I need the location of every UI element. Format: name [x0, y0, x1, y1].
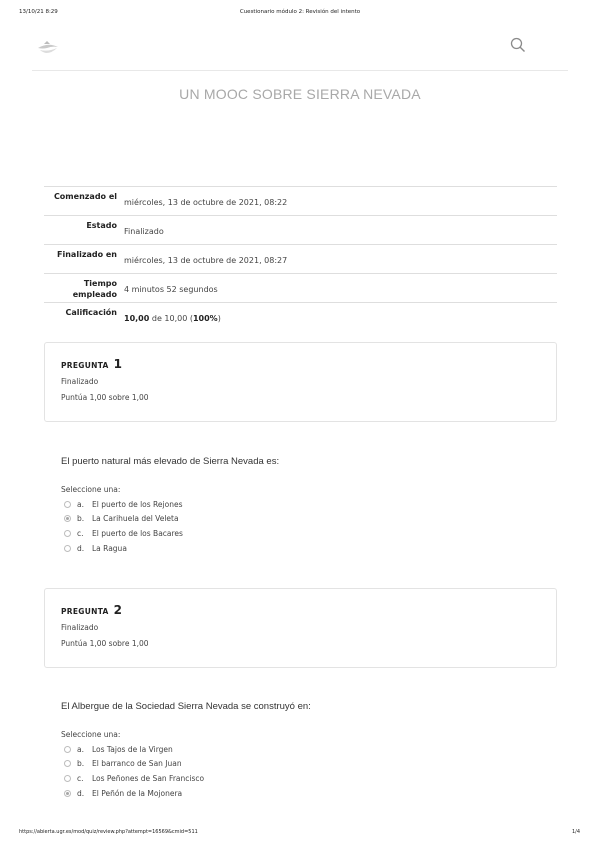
grade-percent: 100%: [192, 314, 218, 323]
radio-button-checked[interactable]: [64, 790, 71, 797]
print-date: 13/10/21 8:29: [19, 9, 58, 15]
summary-row-finished: [44, 245, 557, 274]
grade-of: de 10,00 (: [151, 314, 193, 323]
radio-button[interactable]: [64, 746, 71, 753]
answer-text: El puerto de los Bacares: [92, 528, 183, 538]
question-text-1: El puerto natural más elevado de Sierra Nevada es:: [61, 456, 280, 467]
summary-label: Calificación: [65, 308, 117, 317]
answer-list-2: [64, 742, 204, 800]
question-text-2: El Albergue de la Sociedad Sierra Nevada se construyó en:: [61, 701, 311, 712]
answer-letter: c.: [77, 773, 84, 783]
question-state: Finalizado: [61, 623, 99, 632]
header-divider: [32, 70, 568, 71]
answer-option[interactable]: [64, 771, 204, 786]
answer-text: El puerto de los Rejones: [92, 499, 183, 509]
summary-label: Finalizado en: [57, 250, 117, 259]
print-page-number: 1/4: [571, 829, 580, 835]
answer-letter: b.: [77, 759, 85, 769]
answer-letter: d.: [77, 788, 85, 798]
summary-value: miércoles, 13 de octubre de 2021, 08:22: [124, 198, 288, 207]
summary-label: Comenzado el: [53, 192, 117, 201]
answer-prompt-1: Seleccione una:: [61, 485, 121, 494]
answer-option[interactable]: [64, 541, 183, 556]
answer-letter: d.: [77, 543, 85, 553]
answer-text: Los Peñones de San Francisco: [92, 773, 205, 783]
summary-value: [122, 303, 557, 332]
answer-list-1: [64, 497, 183, 555]
answer-letter: b.: [77, 514, 85, 524]
grade-score: 10,00: [124, 314, 150, 323]
summary-row-grade: [44, 303, 557, 332]
attempt-summary-table: [44, 186, 557, 332]
answer-option[interactable]: [64, 742, 204, 757]
question-grade: Puntúa 1,00 sobre 1,00: [61, 639, 149, 648]
print-title: Cuestionario módulo 2: Revisión del intento: [239, 9, 361, 15]
answer-option[interactable]: [64, 786, 204, 801]
question-info-2: [44, 588, 557, 668]
question-grade: Puntúa 1,00 sobre 1,00: [61, 393, 149, 402]
summary-label: Estado: [86, 221, 117, 230]
summary-value: Finalizado: [124, 227, 164, 236]
radio-button-checked[interactable]: [64, 515, 71, 522]
question-info-1: [44, 342, 557, 422]
radio-button[interactable]: [64, 501, 71, 508]
summary-row-time: [44, 274, 557, 303]
answer-option[interactable]: [64, 526, 183, 541]
answer-prompt-2: Seleccione una:: [61, 730, 121, 739]
question-heading: [61, 357, 540, 371]
summary-row-state: [44, 216, 557, 245]
site-logo-icon[interactable]: [34, 36, 62, 56]
question-label: PREGUNTA: [61, 607, 109, 616]
answer-text: El Peñón de la Mojonera: [92, 788, 183, 798]
grade-close: ): [217, 314, 221, 323]
summary-value: 4 minutos 52 segundos: [124, 285, 218, 294]
summary-label: Tiempo empleado: [72, 279, 117, 299]
summary-row-started: [44, 187, 557, 216]
question-heading: [61, 603, 540, 617]
radio-button[interactable]: [64, 760, 71, 767]
search-icon[interactable]: [510, 37, 526, 53]
answer-letter: a.: [77, 744, 84, 754]
print-header: [0, 9, 600, 19]
answer-option[interactable]: [64, 497, 183, 512]
summary-value: miércoles, 13 de octubre de 2021, 08:27: [124, 256, 288, 265]
answer-text: El barranco de San Juan: [92, 759, 182, 769]
question-label: PREGUNTA: [61, 361, 109, 370]
answer-letter: c.: [77, 528, 84, 538]
answer-letter: a.: [77, 499, 84, 509]
answer-option[interactable]: [64, 757, 204, 772]
radio-button[interactable]: [64, 545, 71, 552]
answer-text: La Ragua: [92, 543, 127, 553]
answer-text: La Carihuela del Veleta: [92, 514, 179, 524]
question-number: 2: [113, 603, 123, 617]
answer-text: Los Tajos de la Virgen: [92, 744, 173, 754]
answer-option[interactable]: [64, 512, 183, 527]
question-state: Finalizado: [61, 377, 99, 386]
course-title: UN MOOC SOBRE SIERRA NEVADA: [179, 86, 421, 102]
print-url: https://abierta.ugr.es/mod/quiz/review.php?attempt=16569&cmid=511: [19, 829, 198, 835]
question-number: 1: [113, 357, 123, 371]
radio-button[interactable]: [64, 775, 71, 782]
radio-button[interactable]: [64, 530, 71, 537]
